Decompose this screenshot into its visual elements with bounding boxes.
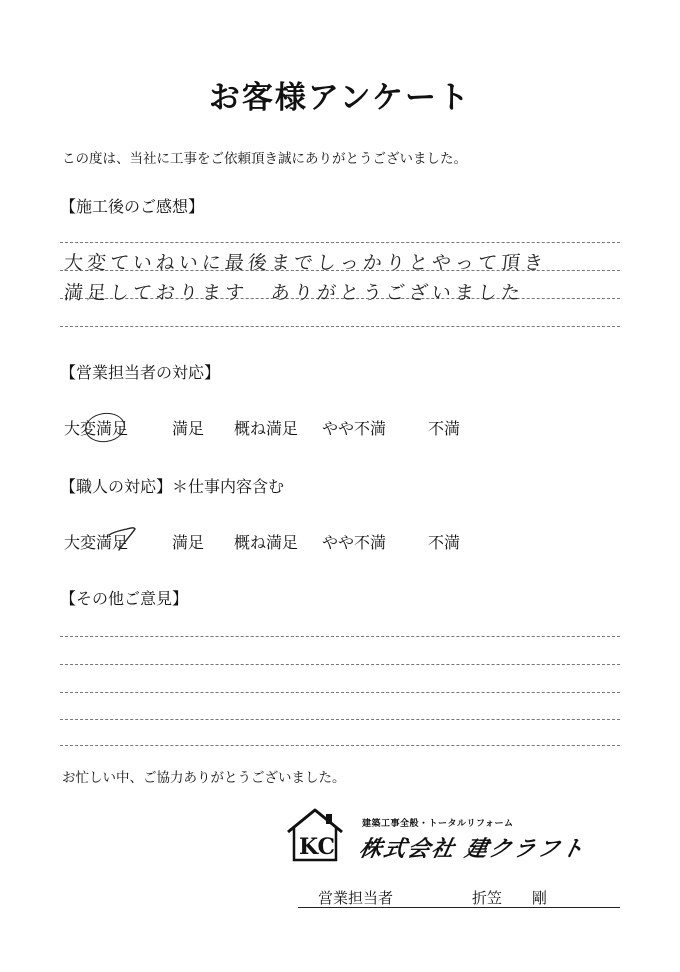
handwritten-answer-line-1: 大変ていねいに最後までしっかりとやって頂き [62,252,549,274]
staff-name: 折笠 剛 [472,889,548,907]
company-block [358,812,593,862]
company-name: 株式会社 建クラフト [356,837,588,862]
signature-line [298,907,620,908]
section-heading-impressions: 【施工後のご感想】 [60,197,205,216]
answer-line [60,719,620,720]
section-heading-craftsmen: 【職人の対応】＊仕事内容含む [60,477,285,496]
option-dissatisfied[interactable]: 不満 [428,419,461,438]
option-very-satisfied[interactable]: 大変満足 [64,419,129,438]
option-very-satisfied[interactable]: 大変満足 [64,533,129,552]
option-satisfied[interactable]: 満足 [172,533,205,552]
option-somewhat-dissatisfied[interactable]: やや不満 [322,419,387,438]
section-heading-sales: 【営業担当者の対応】 [60,363,221,382]
option-dissatisfied[interactable]: 不満 [428,533,461,552]
section-heading-other: 【その他ご意見】 [60,589,189,608]
option-mostly-satisfied[interactable]: 概ね満足 [234,419,299,438]
answer-line [60,242,620,243]
page-title: お客様アンケート [208,80,472,116]
option-somewhat-dissatisfied[interactable]: やや不満 [322,533,387,552]
answer-line [60,745,620,746]
house-logo-icon [284,806,346,864]
answer-line [60,636,620,637]
handwritten-answer-line-2: 満足しております ありがとうございました [62,282,526,304]
answer-line [60,326,620,327]
selection-check-mark [107,521,137,551]
logo-text: KC [299,834,336,860]
option-mostly-satisfied[interactable]: 概ね満足 [234,533,299,552]
intro-text: この度は、当社に工事をご依頼頂き誠にありがとうございました。 [62,151,467,167]
answer-line [60,664,620,665]
staff-label: 営業担当者 [318,889,394,907]
company-tagline: 建築工事全般・トータルリフォーム [362,819,514,829]
option-satisfied[interactable]: 満足 [172,419,205,438]
closing-text: お忙しい中、ご協力ありがとうございました。 [62,770,346,786]
answer-line [60,692,620,693]
